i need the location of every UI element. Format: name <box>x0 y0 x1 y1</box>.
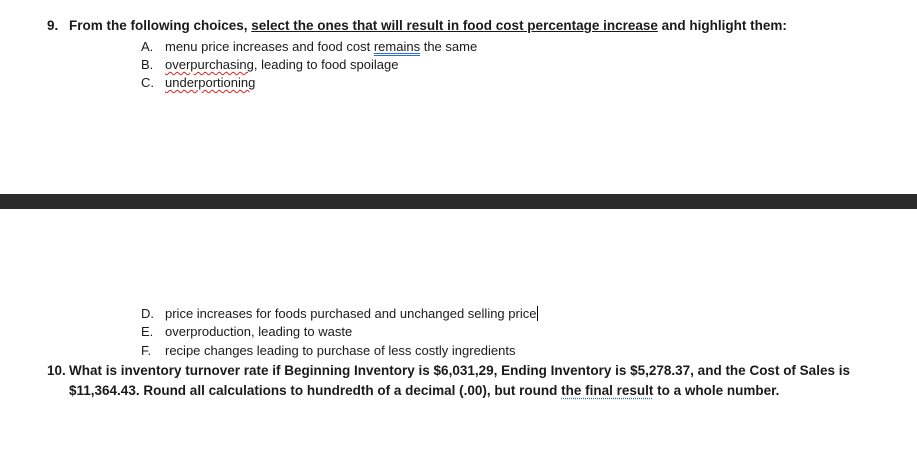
choice-text: price increases for foods purchased and unchanged selling price <box>165 306 537 321</box>
question-10-text-prefix: $11,364.43. Round all calculations to hundredth of a decimal (.00), but round <box>69 383 562 398</box>
choice-d[interactable] <box>141 306 538 321</box>
question-9 <box>47 18 787 33</box>
choice-text-before: menu price increases and food cost <box>165 39 374 54</box>
question-9-suffix: and highlight them: <box>657 18 787 33</box>
question-9-underlined-text: select the ones that will result in food cost percentage increase <box>251 18 658 33</box>
choice-b[interactable] <box>141 57 398 72</box>
question-10-line-2 <box>47 381 897 401</box>
spellcheck-marked-word[interactable]: overpurchasing <box>165 57 254 72</box>
page-break-separator <box>0 194 917 209</box>
choice-letter: B. <box>141 57 154 72</box>
question-10-number: 10. <box>47 363 66 378</box>
question-10-text-suffix: to a whole number. <box>653 383 780 398</box>
choice-e[interactable] <box>141 324 352 339</box>
choice-c[interactable] <box>141 75 255 90</box>
choice-text-after: , leading to food spoilage <box>253 57 399 72</box>
choice-letter: C. <box>141 75 154 90</box>
question-9-number: 9. <box>47 18 59 33</box>
text-cursor <box>537 306 538 321</box>
choice-f[interactable] <box>141 343 516 358</box>
choice-letter: A. <box>141 39 154 54</box>
question-9-prefix: From the following choices, <box>69 18 252 33</box>
question-10-line-1 <box>47 363 850 378</box>
choice-a[interactable] <box>141 39 477 54</box>
question-10-text-line-1: What is inventory turnover rate if Beginning Inventory is $6,031,29, Ending Inventory is $5,278.37, and the Cost of Sales is <box>69 363 850 378</box>
choice-text-after: the same <box>420 39 478 54</box>
choice-letter: D. <box>141 306 154 321</box>
choice-text: overproduction, leading to waste <box>165 324 353 339</box>
choice-letter: E. <box>141 324 154 339</box>
question-10 <box>47 361 897 401</box>
spellcheck-marked-word[interactable]: underportioning <box>165 75 256 90</box>
choice-letter: F. <box>141 343 152 358</box>
grammar-marked-word[interactable]: remains <box>373 39 421 54</box>
choice-text: recipe changes leading to purchase of less costly ingredients <box>165 343 516 358</box>
grammar-marked-phrase[interactable]: the final result <box>561 383 654 398</box>
